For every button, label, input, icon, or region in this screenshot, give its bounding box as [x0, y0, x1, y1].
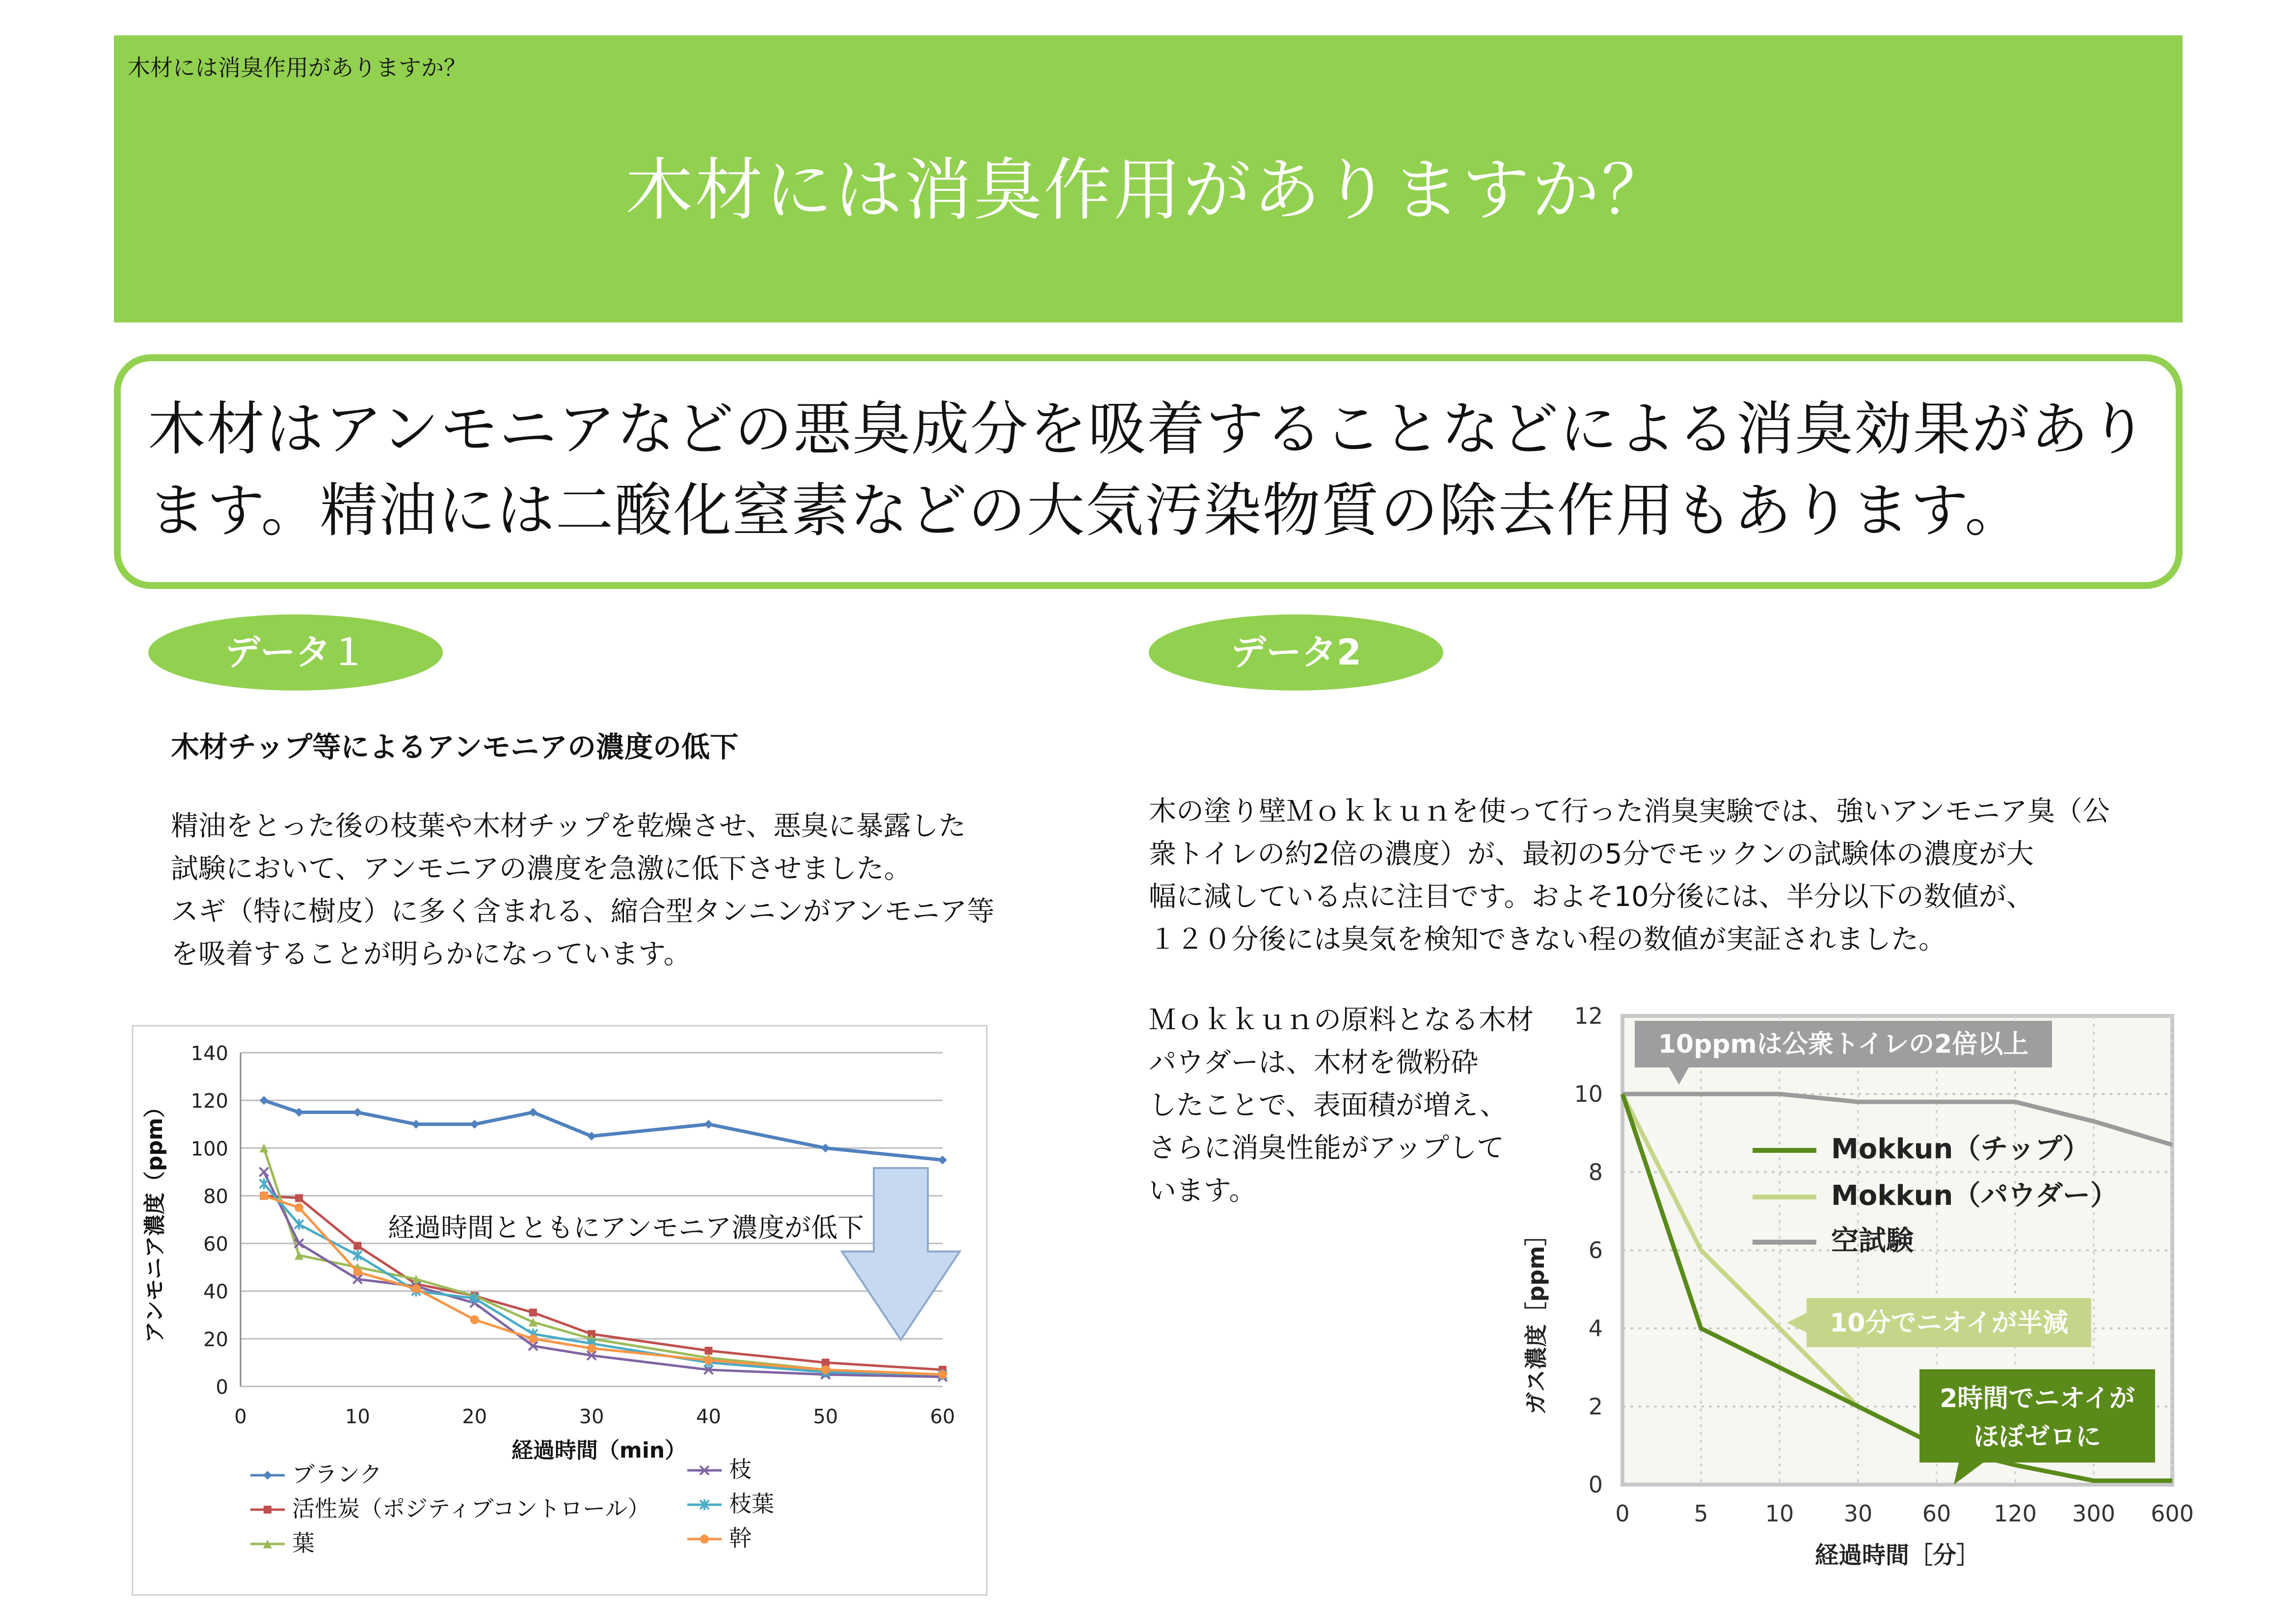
- chart1-data-point: [821, 1365, 830, 1374]
- data2-side-line: したことで、表面積が増え、: [1149, 1090, 1508, 1121]
- chart2-annotation-text: 10ppmは公衆トイレの2倍以上: [1658, 1030, 2029, 1059]
- data1-pill: データ１: [148, 614, 443, 691]
- chart1-legend-label: 枝葉: [729, 1490, 774, 1517]
- data2-para-line: 幅に減している点に注目です。およそ10分後には、半分以下の数値が、: [1149, 881, 2034, 913]
- chart2-xtick-label: 300: [2072, 1500, 2115, 1527]
- chart1-data-point: [412, 1284, 421, 1293]
- chart1-xtick-label: 0: [234, 1406, 247, 1428]
- chart2-xtick-label: 5: [1694, 1500, 1708, 1527]
- chart1-data-point: [353, 1242, 361, 1250]
- chart2-xtick-label: 30: [1843, 1500, 1873, 1527]
- summary-line-1: 木材はアンモニアなどの悪臭成分を吸着することなどによる消臭効果があり: [148, 395, 2149, 463]
- data2-side-line: Ｍｏｋｋｕｎの原料となる木材: [1149, 1004, 1534, 1036]
- chart2-ytick-label: 2: [1588, 1393, 1603, 1420]
- data2-para-line: 衆トイレの約2倍の濃度）が、最初の5分でモックンの試験体の濃度が大: [1149, 838, 2034, 870]
- chart2-xtick-label: 10: [1765, 1500, 1794, 1527]
- data1-paragraph: [171, 805, 1104, 976]
- chart1-legend-label: 活性炭（ポジティブコントロール）: [292, 1495, 650, 1522]
- chart2-legend-label: Mokkun（チップ）: [1831, 1133, 2090, 1165]
- chart1-legend-label: 枝: [729, 1456, 752, 1483]
- chart1-ytick-label: 40: [203, 1280, 228, 1304]
- data2-side-line: います。: [1149, 1175, 1257, 1207]
- chart1-ytick-label: 0: [216, 1376, 228, 1399]
- page-header: [114, 35, 2183, 322]
- chart2-y-axis-title: ガス濃度［ppm］: [1523, 1223, 1549, 1415]
- chart1-ytick-label: 80: [203, 1185, 228, 1208]
- mokkun-chart: [1523, 994, 2194, 1573]
- chart1-ytick-label: 60: [203, 1233, 228, 1256]
- chart2-annotation-text: 10分でニオイが半減: [1830, 1308, 2068, 1338]
- chart1-data-point: [587, 1344, 596, 1353]
- chart1-legend-marker: [264, 1506, 271, 1514]
- chart1-data-point: [295, 1203, 303, 1212]
- chart1-legend-marker: [700, 1535, 709, 1543]
- chart1-ytick-label: 20: [203, 1328, 228, 1351]
- chart1-xtick-label: 10: [345, 1406, 370, 1428]
- data2-side-line: さらに消臭性能がアップして: [1149, 1132, 1505, 1164]
- data2-side-paragraph: [1149, 999, 1541, 1212]
- chart2-x-axis-title: 経過時間［分］: [1814, 1542, 1980, 1569]
- data1-para-line: 精油をとった後の枝葉や木材チップを乾燥させ、悪臭に暴露した: [171, 810, 966, 842]
- page-title: 木材には消臭作用がありますか？: [625, 151, 1671, 230]
- data1-para-line: を吸着することが明らかになっています。: [171, 938, 691, 970]
- chart1-data-point: [529, 1334, 538, 1343]
- data2-paragraph: [1149, 790, 2180, 961]
- chart1-data-point: [938, 1370, 947, 1379]
- data1-heading: 木材チップ等によるアンモニアの濃度の低下: [171, 730, 738, 764]
- chart2-xtick-label: 600: [2151, 1500, 2194, 1527]
- chart1-xtick-label: 30: [579, 1406, 604, 1428]
- data2-para-line: 木の塗り壁Ｍｏｋｋｕｎを使って行った消臭実験では、強いアンモニア臭（公: [1149, 796, 2110, 827]
- breadcrumb: 木材には消臭作用がありますか？: [128, 54, 466, 81]
- chart1-legend-label: 葉: [292, 1530, 315, 1556]
- chart1-legend-label: 幹: [729, 1525, 752, 1551]
- chart2-ytick-label: 12: [1574, 1003, 1603, 1029]
- summary-box: [114, 354, 2183, 589]
- chart1-ytick-label: 120: [190, 1090, 228, 1113]
- data2-side-line: パウダーは、木材を微粉砕: [1149, 1047, 1479, 1079]
- chart2-ytick-label: 0: [1588, 1471, 1603, 1498]
- chart2-legend-label: Mokkun（パウダー）: [1831, 1180, 2118, 1212]
- chart1-annotation: 経過時間とともにアンモニア濃度が低下: [388, 1212, 864, 1243]
- data1-para-line: スギ（特に樹皮）に多く含まれる、縮合型タンニンがアンモニア等: [171, 896, 995, 928]
- chart2-ytick-label: 6: [1588, 1237, 1603, 1264]
- chart1-xtick-label: 50: [813, 1406, 838, 1428]
- chart2-annotation-text: ほぼゼロに: [1973, 1422, 2102, 1452]
- chart1-ytick-label: 100: [190, 1138, 228, 1161]
- chart1-legend-label: ブランク: [292, 1461, 382, 1488]
- chart1-xtick-label: 20: [462, 1406, 487, 1428]
- summary-text: [148, 388, 2156, 551]
- data1-para-line: 試験において、アンモニアの濃度を急激に低下させました。: [171, 853, 912, 885]
- data2-para-line: １２０分後には臭気を検知できない程の数値が実証されました。: [1149, 924, 1946, 956]
- chart1-x-axis-title: 経過時間（min）: [511, 1438, 687, 1463]
- chart1-data-point: [704, 1356, 713, 1365]
- chart1-data-point: [295, 1194, 303, 1202]
- chart2-ytick-label: 4: [1588, 1315, 1603, 1342]
- chart2-xtick-label: 0: [1615, 1500, 1630, 1527]
- chart1-y-axis-title: アンモニア濃度（ppm）: [142, 1096, 167, 1343]
- chart1-ytick-label: 140: [190, 1042, 228, 1065]
- chart1-data-point: [353, 1268, 362, 1277]
- chart2-annotation-text: 2時間でニオイが: [1940, 1384, 2135, 1413]
- chart1-xtick-label: 60: [930, 1406, 955, 1428]
- chart1-data-point: [260, 1191, 269, 1200]
- chart2-legend-label: 空試験: [1831, 1225, 1914, 1257]
- chart2-xtick-label: 60: [1922, 1500, 1951, 1527]
- chart1-data-point: [529, 1308, 537, 1316]
- chart2-ytick-label: 8: [1588, 1159, 1603, 1186]
- data2-pill: データ2: [1149, 614, 1443, 691]
- chart1-data-point: [470, 1315, 479, 1324]
- chart1-xtick-label: 40: [696, 1406, 721, 1428]
- chart2-ytick-label: 10: [1574, 1081, 1603, 1108]
- chart2-xtick-label: 120: [1994, 1500, 2037, 1527]
- ammonia-chart: [133, 1026, 987, 1595]
- summary-line-2: ます。精油には二酸化窒素などの大気汚染物質の除去作用もあります。: [148, 477, 2024, 544]
